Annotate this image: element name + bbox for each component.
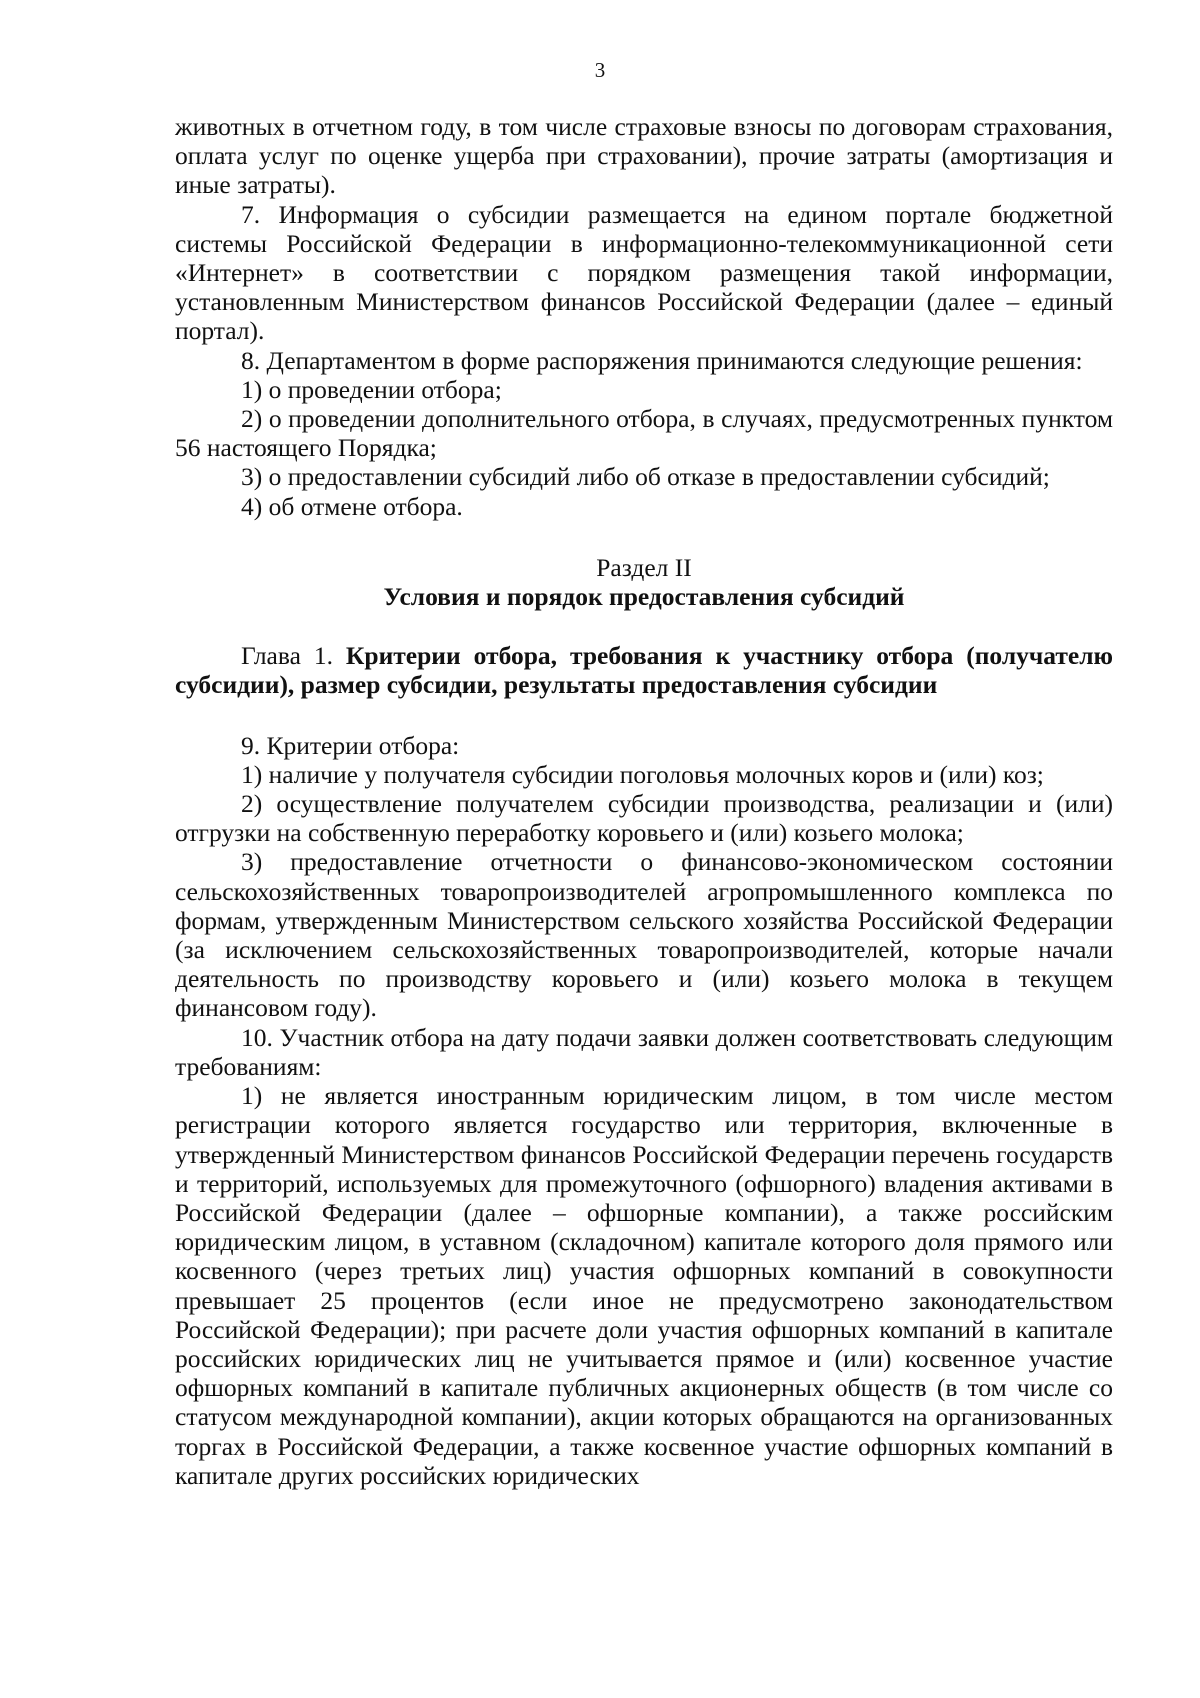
- chapter-heading: [175, 641, 1113, 699]
- list-item: 2) о проведении дополнительного отбора, в случаях, предусмотренных пунктом 56 настоящего Порядка;: [175, 404, 1113, 463]
- paragraph-7: 7. Информация о субсидии размещается на едином портале бюджетной системы Российской Федерации в информационно-телекоммуникационной сети «Интернет» в соответствии с порядком размещения такой информации, установленным Министерством финансов Российской Федерации (далее – единый портал).: [175, 199, 1113, 346]
- list-item: 2) осуществление получателем субсидии производства, реализации и (или) отгрузки на собственную переработку коровьего и (или) козьего молока;: [175, 789, 1113, 848]
- list-item: 1) не является иностранным юридическим лицом, в том числе местом регистрации которого является государство или территория, включенные в утвержденный Министерством финансов Российской Федерации перечень государств и территорий, используемых для промежуточного (офшорного) владения активами в Российской Федерации (далее – офшорные компании), а также российским юридическим лицом, в уставном (складочном) капитале которого доля прямого или косвенного (через третьих лиц) участия офшорных компаний в совокупности превышает 25 процентов (если иное не предусмотрено законодательством Российской Федерации); при расчете доли участия офшорных компаний в капитале российских юридических лиц не учитывается прямое и (или) косвенное участие офшорных компаний в капитале публичных акционерных обществ (в том числе со статусом международной компании), акции которых обращаются на организованных торгах в Российской Федерации, а также косвенное участие офшорных компаний в капитале других российских юридических: [175, 1081, 1113, 1490]
- list-item: 3) предоставление отчетности о финансово-экономическом состоянии сельскохозяйственных товаропроизводителей агропромышленного комплекса по формам, утвержденным Министерством сельского хозяйства Российской Федерации (за исключением сельскохозяйственных товаропроизводителей, которые начали деятельность по производству коровьего и (или) козьего молока в текущем финансовом году).: [175, 847, 1113, 1023]
- spacer: [175, 521, 1113, 553]
- paragraph-8: 8. Департаментом в форме распоряжения принимаются следующие решения:: [241, 345, 1083, 375]
- paragraph-9: 9. Критерии отбора:: [241, 730, 460, 760]
- paragraph-intro: животных в отчетном году, в том числе страховые взносы по договорам страхования, оплата услуг по оценке ущерба при страховании), прочие затраты (амортизация и иные затраты).: [175, 112, 1113, 200]
- section-label: Раздел II: [596, 552, 692, 582]
- list-item: 1) о проведении отбора;: [241, 374, 502, 404]
- spacer: [175, 611, 1113, 641]
- list-item: 3) о предоставлении субсидий либо об отказе в предоставлении субсидий;: [241, 462, 1050, 492]
- page-number: 3: [594, 58, 606, 82]
- section-title: Условия и порядок предоставления субсидий: [383, 582, 905, 612]
- spacer: [175, 700, 1113, 731]
- list-item: 4) об отмене отбора.: [241, 491, 463, 521]
- list-item: 1) наличие у получателя субсидии поголовья молочных коров и (или) коз;: [241, 759, 1044, 789]
- chapter-title: Критерии отбора, требования к участнику отбора (получателю субсидии), размер субсидии, результаты предоставления субсидии: [175, 641, 1114, 700]
- chapter-prefix: Глава 1.: [241, 641, 346, 671]
- document-body: [175, 112, 1113, 1490]
- paragraph-10: 10. Участник отбора на дату подачи заявки должен соответствовать следующим требованиям:: [175, 1022, 1113, 1081]
